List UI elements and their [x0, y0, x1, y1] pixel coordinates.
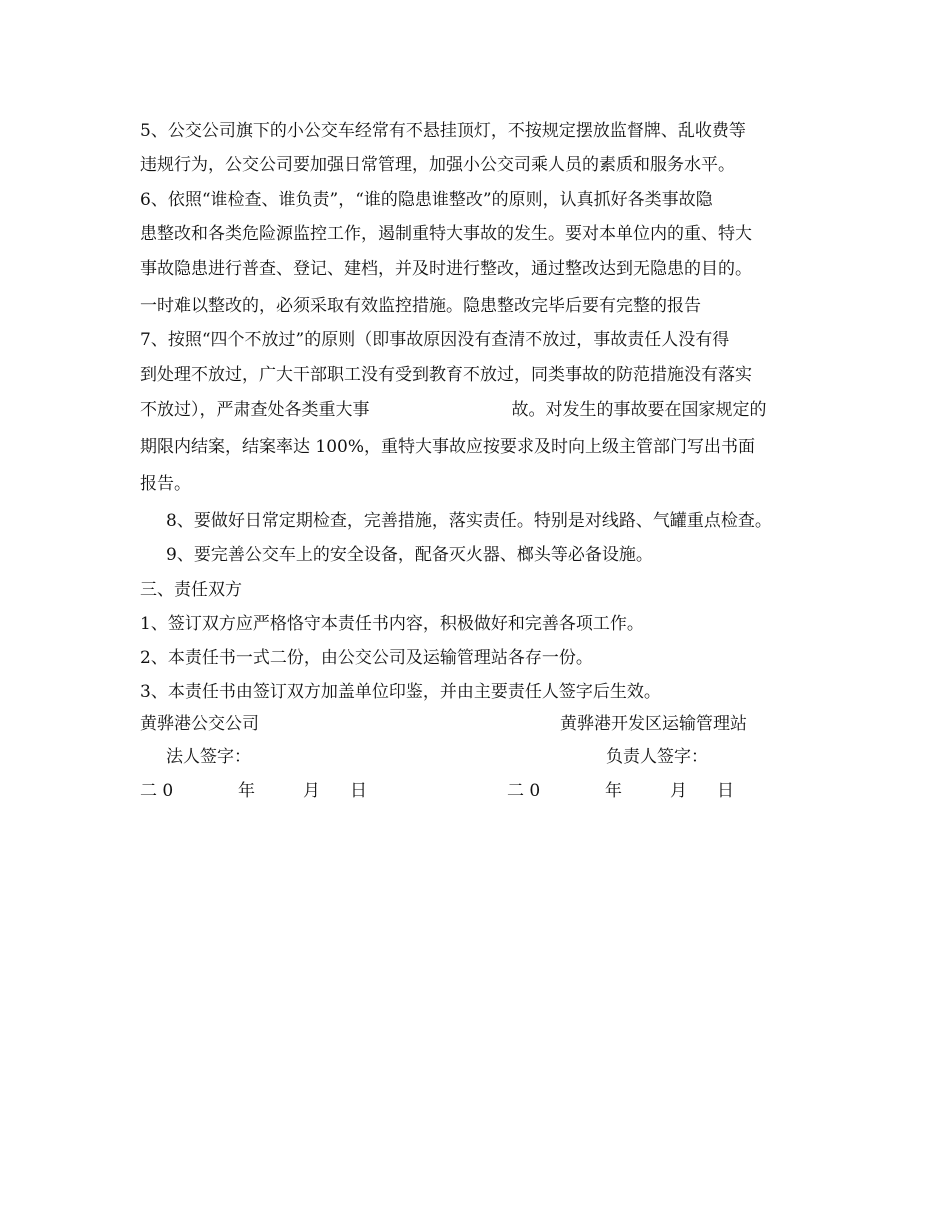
paragraph-5-line-1: 5、公交公司旗下的小公交车经常有不悬挂顶灯，不按规定摆放监督牌、乱收费等 — [140, 121, 746, 141]
paragraph-7-line-5: 报告。 — [140, 474, 191, 494]
paragraph-8: 8、要做好日常定期检查，完善措施，落实责任。特别是对线路、气罐重点检查。 — [166, 511, 772, 531]
paragraph-6-line-1: 6、依照“谁检查、谁负责”，“谁的隐患谁整改”的原则，认真抓好各类事故隐 — [140, 190, 713, 210]
paragraph-7-line-2: 到处理不放过，广大干部职工没有受到教育不放过，同类事故的防范措施没有落实 — [140, 365, 752, 385]
section-3-item-3: 3、本责任书由签订双方加盖单位印鉴，并由主要责任人签字后生效。 — [140, 682, 661, 702]
paragraph-5-line-2: 违规行为，公交公司要加强日常管理，加强小公交司乘人员的素质和服务水平。 — [140, 155, 735, 175]
paragraph-7-line-4: 期限内结案，结案率达 100%，重特大事故应按要求及时向上级主管部门写出书面 — [140, 437, 756, 457]
paragraph-7-line-3-part-1: 不放过），严肃查处各类重大事 — [140, 400, 370, 420]
paragraph-6-line-3: 事故隐患进行普查、登记、建档，并及时进行整改，通过整改达到无隐患的目的。 — [140, 259, 752, 279]
section-3-title: 三、责任双方 — [140, 580, 242, 600]
date-right-day: 日 — [717, 781, 734, 801]
date-left-prefix: 二 0 — [140, 781, 174, 801]
date-left-month: 月 — [303, 781, 320, 801]
date-right-month: 月 — [670, 781, 687, 801]
date-right-year: 年 — [605, 781, 622, 801]
paragraph-6-line-2: 患整改和各类危险源监控工作，遏制重特大事故的发生。要对本单位内的重、特大 — [140, 224, 752, 244]
date-right-prefix: 二 0 — [507, 781, 541, 801]
party-left-name: 黄骅港公交公司 — [140, 714, 259, 734]
date-left-day: 日 — [350, 781, 367, 801]
section-3-item-1: 1、签订双方应严格恪守本责任书内容，积极做好和完善各项工作。 — [140, 614, 644, 634]
paragraph-7-line-3-part-2: 故。对发生的事故要在国家规定的 — [511, 400, 767, 420]
party-right-name: 黄骅港开发区运输管理站 — [560, 714, 747, 734]
paragraph-6-line-4: 一时难以整改的，必须采取有效监控措施。隐患整改完毕后要有完整的报告 — [140, 296, 701, 316]
sign-right-label: 负责人签字： — [606, 747, 708, 767]
paragraph-7-line-1: 7、按照“四个不放过”的原则（即事故原因没有查清不放过，事故责任人没有得 — [140, 330, 730, 350]
paragraph-7-line-3 — [140, 400, 767, 420]
paragraph-9: 9、要完善公交车上的安全设备，配备灭火器、榔头等必备设施。 — [166, 545, 653, 565]
date-left-year: 年 — [238, 781, 255, 801]
sign-left-label: 法人签字： — [166, 747, 251, 767]
section-3-item-2: 2、本责任书一式二份，由公交公司及运输管理站各存一份。 — [140, 648, 593, 668]
